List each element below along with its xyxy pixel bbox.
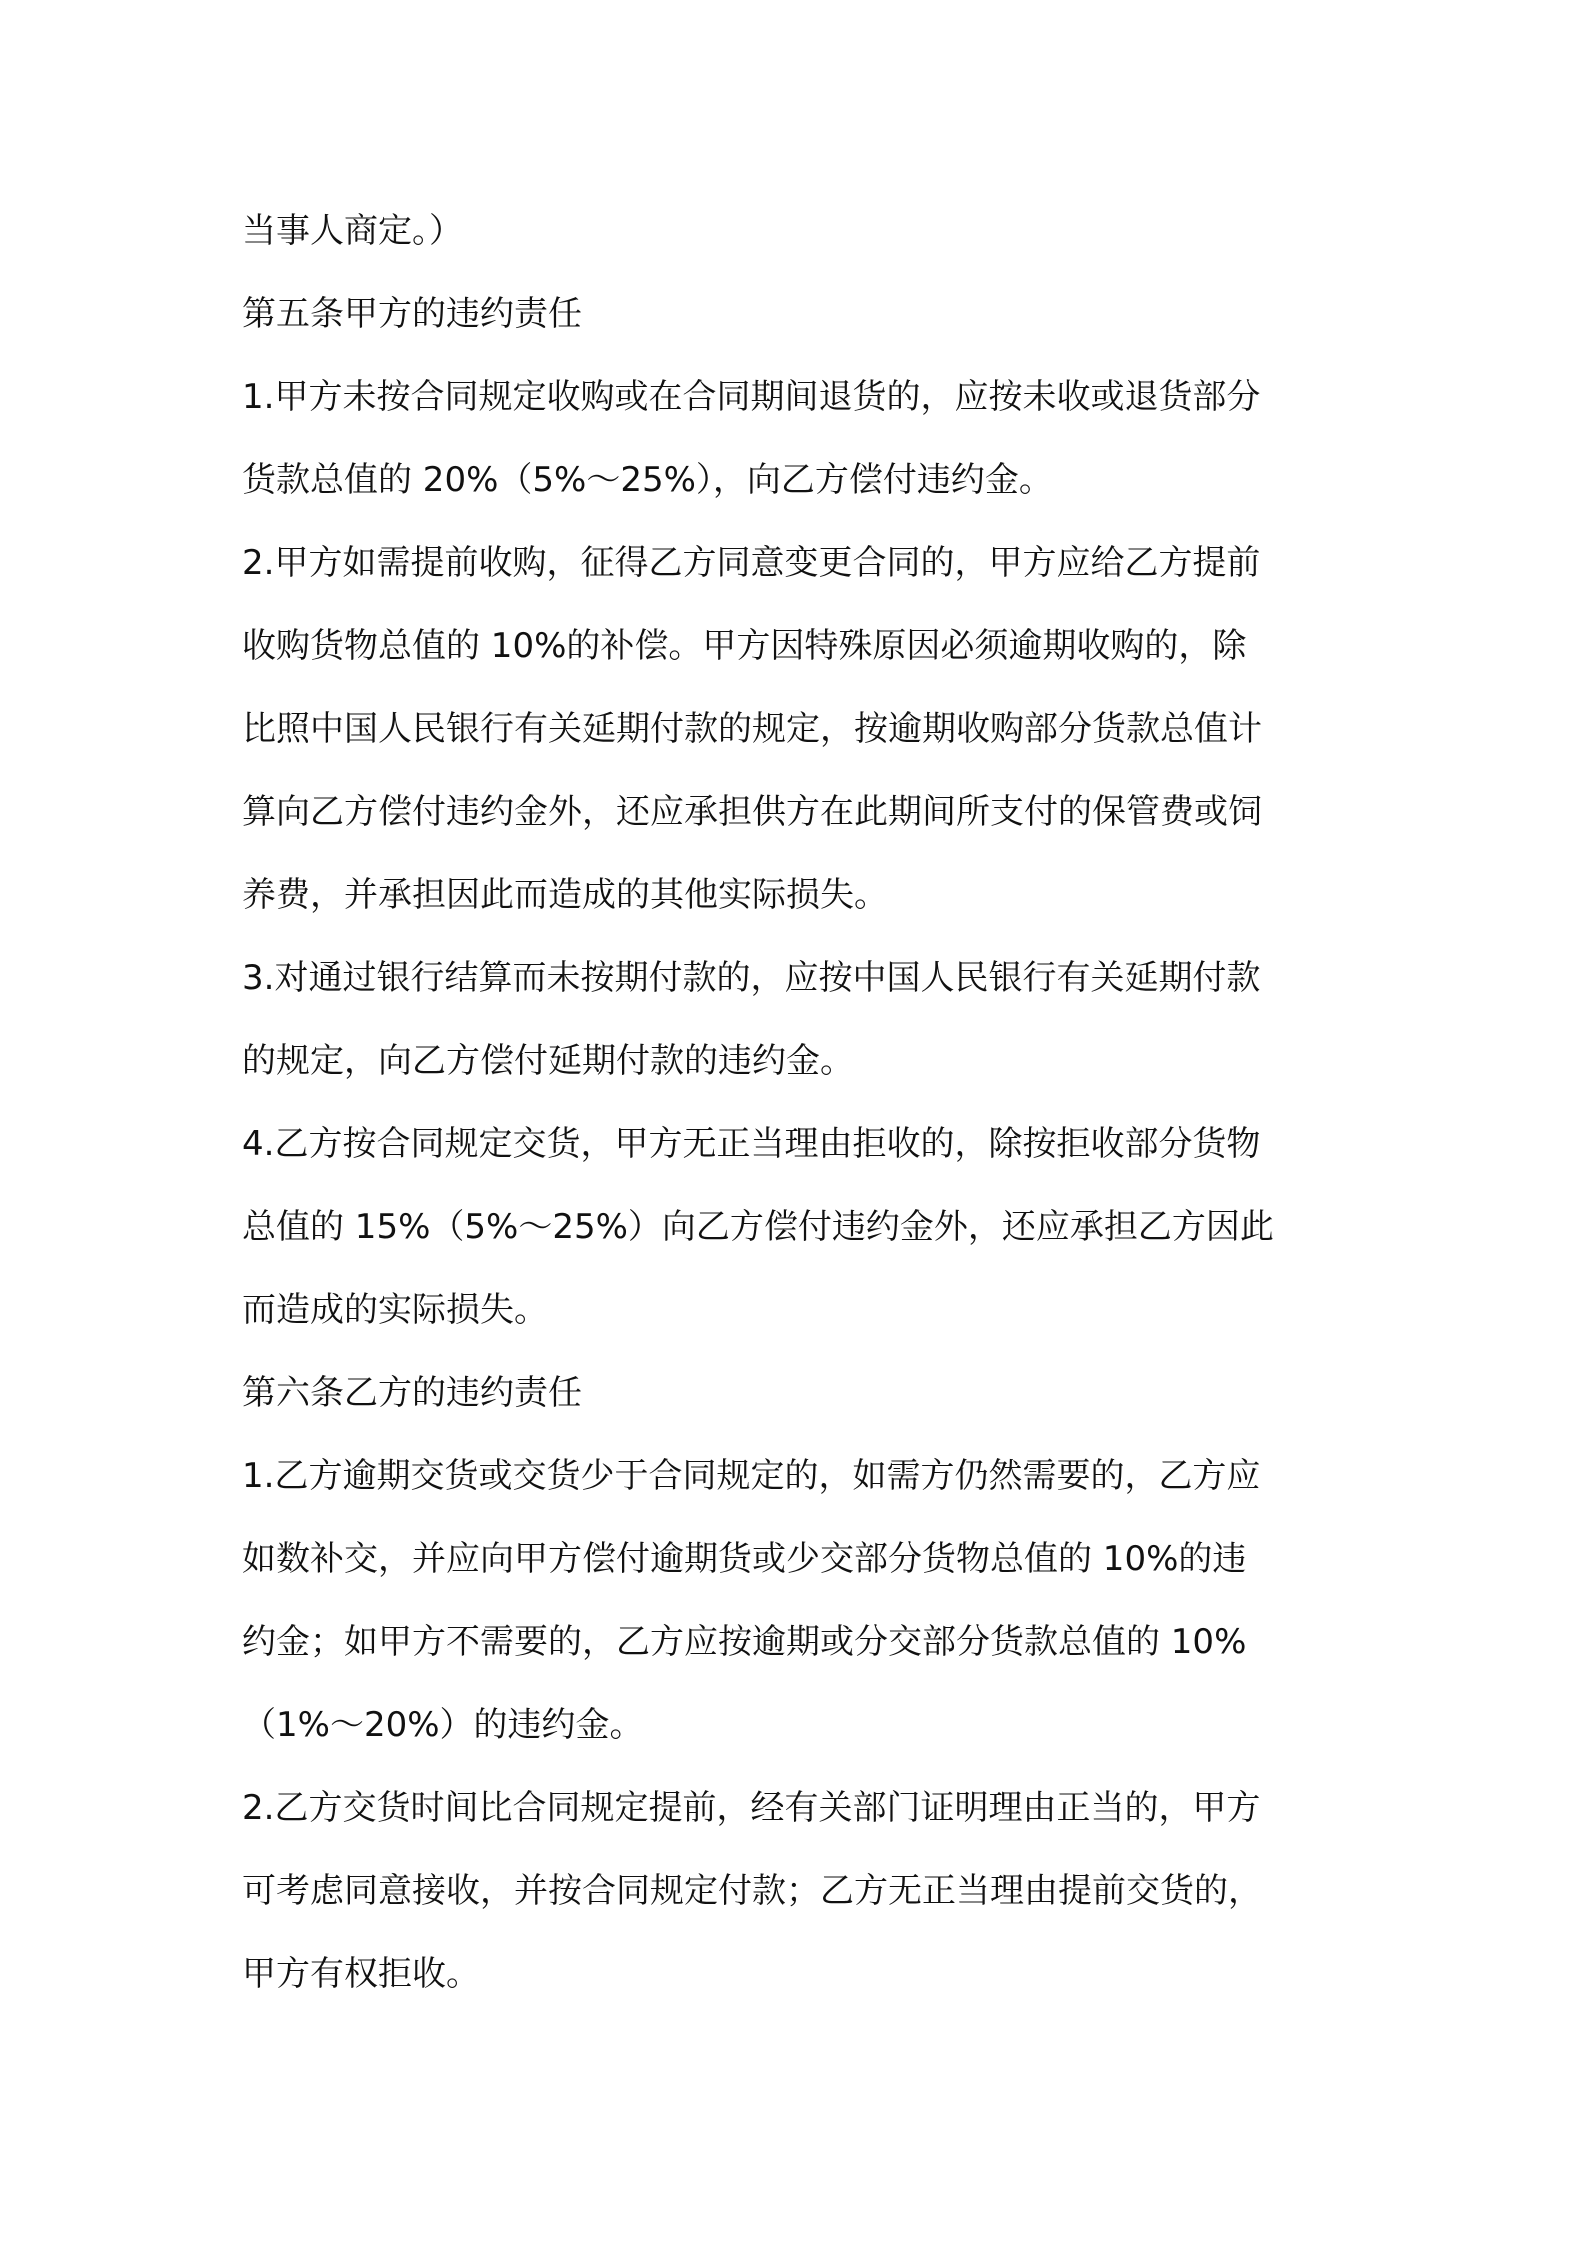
- text-line: 约金；如甲方不需要的，乙方应按逾期或分交部分货款总值的 10%: [242, 1622, 1247, 1662]
- section-heading: 第五条甲方的违约责任: [242, 294, 582, 334]
- text-line: 甲方有权拒收。: [242, 1954, 480, 1994]
- text-line: 3.对通过银行结算而未按期付款的，应按中国人民银行有关延期付款: [242, 958, 1261, 998]
- text-line: 货款总值的 20%（5%～25%），向乙方偿付违约金。: [242, 460, 1053, 500]
- text-line: 养费，并承担因此而造成的其他实际损失。: [242, 875, 888, 915]
- text-line: 比照中国人民银行有关延期付款的规定，按逾期收购部分货款总值计: [242, 709, 1262, 749]
- text-line: 如数补交，并应向甲方偿付逾期货或少交部分货物总值的 10%的违: [242, 1539, 1247, 1579]
- text-line: 1.甲方未按合同规定收购或在合同期间退货的，应按未收或退货部分: [242, 377, 1261, 417]
- text-line: 2.甲方如需提前收购，征得乙方同意变更合同的，甲方应给乙方提前: [242, 543, 1261, 583]
- text-line: 4.乙方按合同规定交货，甲方无正当理由拒收的，除按拒收部分货物: [242, 1124, 1261, 1164]
- text-line: （1%～20%）的违约金。: [242, 1705, 644, 1745]
- text-line: 而造成的实际损失。: [242, 1290, 548, 1330]
- text-line: 的规定，向乙方偿付延期付款的违约金。: [242, 1041, 854, 1081]
- document-page: [242, 190, 1362, 2016]
- text-line: 总值的 15%（5%～25%）向乙方偿付违约金外，还应承担乙方因此: [242, 1207, 1274, 1247]
- text-line: 可考虑同意接收，并按合同规定付款；乙方无正当理由提前交货的，: [242, 1871, 1262, 1911]
- text-line: 收购货物总值的 10%的补偿。甲方因特殊原因必须逾期收购的，除: [242, 626, 1247, 666]
- text-line: 1.乙方逾期交货或交货少于合同规定的，如需方仍然需要的，乙方应: [242, 1456, 1261, 1496]
- text-line: 算向乙方偿付违约金外，还应承担供方在此期间所支付的保管费或饲: [242, 792, 1262, 832]
- text-line: 当事人商定。）: [242, 211, 463, 251]
- text-line: 2.乙方交货时间比合同规定提前，经有关部门证明理由正当的，甲方: [242, 1788, 1261, 1828]
- section-heading: 第六条乙方的违约责任: [242, 1373, 582, 1413]
